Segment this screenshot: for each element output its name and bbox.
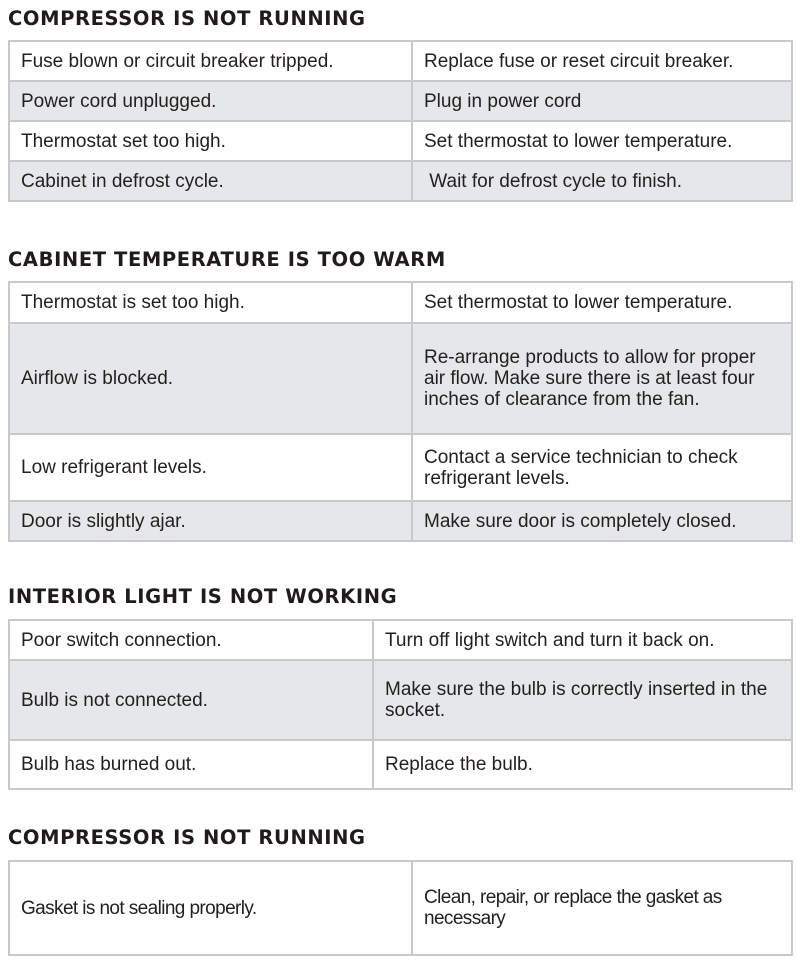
problem-cell: Power cord unplugged. <box>9 81 412 121</box>
table-row <box>9 81 792 121</box>
problem-cell: Thermostat set too high. <box>9 121 412 161</box>
problem-cell: Poor switch connection. <box>9 620 373 660</box>
section-title: COMPRESSOR IS NOT RUNNING <box>8 826 366 849</box>
table-row <box>9 161 792 201</box>
problem-cell: Bulb is not connected. <box>9 660 373 740</box>
solution-cell: Turn off light switch and turn it back on. <box>373 620 792 660</box>
solution-cell: Clean, repair, or replace the gasket as necessary <box>412 861 792 955</box>
problem-cell: Gasket is not sealing properly. <box>9 861 412 955</box>
troubleshooting-table <box>8 860 793 956</box>
solution-cell: Set thermostat to lower temperature. <box>412 121 792 161</box>
solution-cell: Contact a service technician to check refrigerant levels. <box>412 434 792 501</box>
troubleshooting-table <box>8 619 793 790</box>
problem-cell: Airflow is blocked. <box>9 323 412 434</box>
section-title: INTERIOR LIGHT IS NOT WORKING <box>8 585 398 608</box>
solution-cell: Set thermostat to lower temperature. <box>412 282 792 323</box>
solution-cell: Replace fuse or reset circuit breaker. <box>412 41 792 81</box>
table-row <box>9 282 792 323</box>
problem-cell: Thermostat is set too high. <box>9 282 412 323</box>
table-row <box>9 620 792 660</box>
table-row <box>9 740 792 789</box>
problem-cell: Door is slightly ajar. <box>9 501 412 541</box>
problem-cell: Low refrigerant levels. <box>9 434 412 501</box>
table-row <box>9 861 792 955</box>
solution-cell: Re-arrange products to allow for proper air flow. Make sure there is at least four inches of clearance from the fan. <box>412 323 792 434</box>
section-title: CABINET TEMPERATURE IS TOO WARM <box>8 248 446 271</box>
solution-cell: Plug in power cord <box>412 81 792 121</box>
table-row <box>9 660 792 740</box>
table-row <box>9 323 792 434</box>
table-row <box>9 41 792 81</box>
troubleshooting-table <box>8 281 793 542</box>
solution-cell: Make sure the bulb is correctly inserted in the socket. <box>373 660 792 740</box>
problem-cell: Bulb has burned out. <box>9 740 373 789</box>
problem-cell: Fuse blown or circuit breaker tripped. <box>9 41 412 81</box>
solution-cell: Replace the bulb. <box>373 740 792 789</box>
troubleshooting-table <box>8 40 793 202</box>
solution-cell: Make sure door is completely closed. <box>412 501 792 541</box>
solution-cell: Wait for defrost cycle to finish. <box>412 161 792 201</box>
problem-cell: Cabinet in defrost cycle. <box>9 161 412 201</box>
table-row <box>9 434 792 501</box>
table-row <box>9 501 792 541</box>
section-title: COMPRESSOR IS NOT RUNNING <box>8 7 366 30</box>
table-row <box>9 121 792 161</box>
